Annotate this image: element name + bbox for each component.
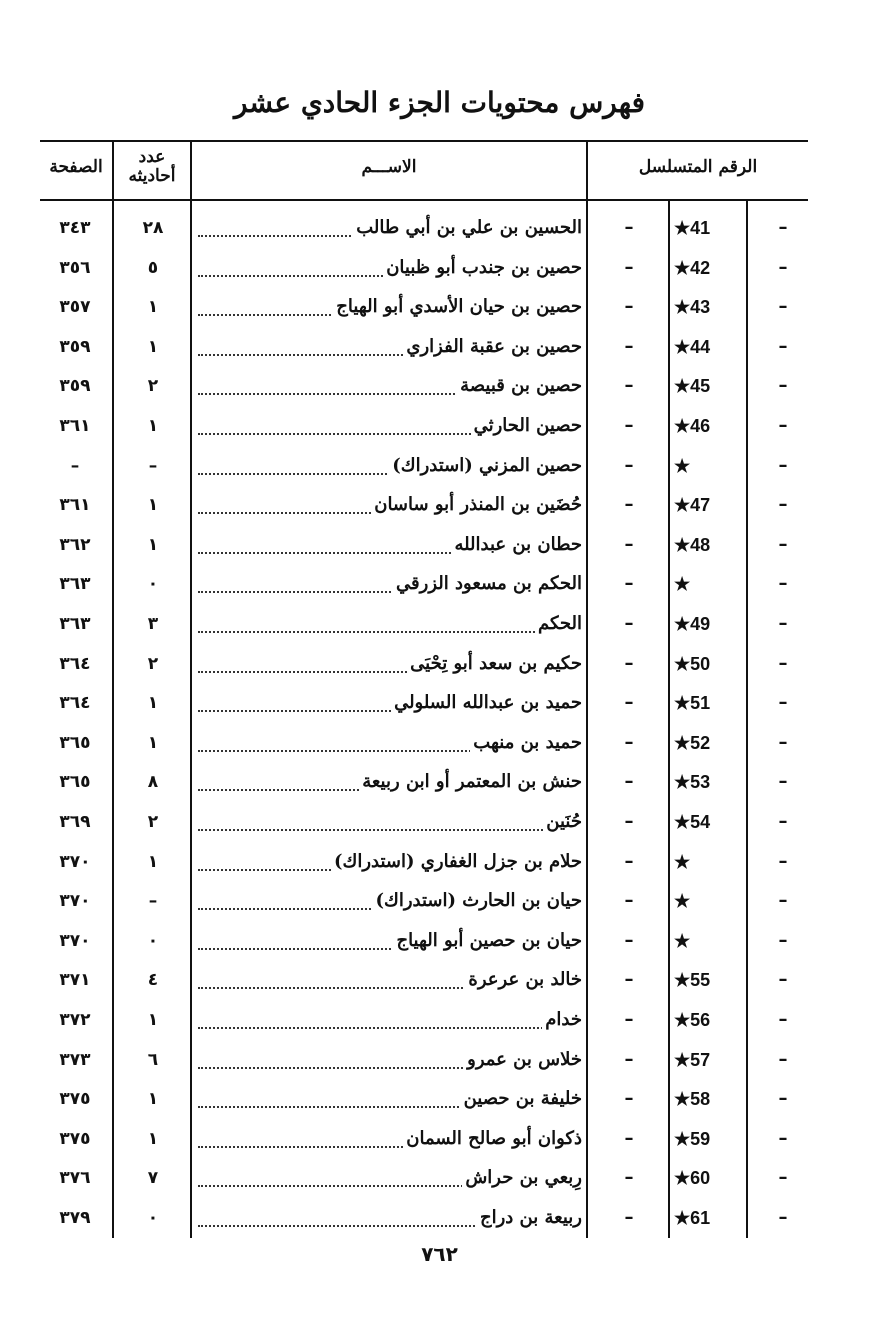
dash-cell: – xyxy=(624,335,634,357)
table-header-rule xyxy=(40,199,808,201)
serial-number-cell: ★ xyxy=(674,930,691,951)
dash-cell: – xyxy=(778,375,788,397)
header-page: الصفحة xyxy=(49,157,103,177)
serial-number-cell: ★ xyxy=(674,574,691,595)
name-text: حكيم بن سعد أبو تِحْيَى xyxy=(407,653,582,674)
dash-cell: – xyxy=(778,573,788,595)
name-text: خليفة بن حصين xyxy=(461,1088,582,1109)
dash-cell: – xyxy=(624,217,634,238)
dash-cell: – xyxy=(624,613,634,634)
name-cell xyxy=(198,564,582,604)
name-cell xyxy=(198,960,582,1000)
name-text: الحسين بن علي بن أبي طالب xyxy=(353,217,582,238)
name-cell xyxy=(198,327,582,367)
dash-cell: – xyxy=(624,415,634,436)
page-number-cell: ٣٦٤ xyxy=(59,693,91,714)
name-cell xyxy=(198,881,582,921)
name-cell xyxy=(198,446,582,486)
dash-cell: – xyxy=(624,1207,634,1228)
table-row xyxy=(0,881,879,921)
name-cell xyxy=(198,802,582,842)
name-cell xyxy=(198,1040,582,1080)
table-row xyxy=(0,406,879,446)
table-row xyxy=(0,366,879,406)
table-row xyxy=(0,327,879,367)
dash-cell: – xyxy=(778,217,788,238)
table-row xyxy=(0,960,879,1000)
dash-cell: – xyxy=(624,1167,634,1189)
hadith-count-cell: ٠ xyxy=(147,930,159,951)
name-cell xyxy=(198,1079,582,1119)
dash-cell: – xyxy=(778,731,788,753)
serial-number-cell: ★46 xyxy=(674,416,711,436)
dash-cell: – xyxy=(778,771,788,793)
serial-number-cell: ★59 xyxy=(674,1128,711,1149)
page-number-cell: ٣٦٥ xyxy=(59,732,91,753)
dash-cell: – xyxy=(778,256,788,278)
page-number-cell: ٣٥٧ xyxy=(59,297,91,318)
page-number-cell: ٣٥٩ xyxy=(59,336,91,357)
table-row xyxy=(0,1158,879,1198)
dash-cell: – xyxy=(624,573,634,595)
dash-cell: – xyxy=(778,1167,788,1189)
name-cell xyxy=(198,366,582,406)
name-text: حُنَين xyxy=(543,811,582,832)
hadith-count-cell: ٢ xyxy=(147,376,159,397)
dash-cell: – xyxy=(778,454,788,476)
name-text: حميد بن منهب xyxy=(470,732,582,753)
page-number-cell: ٣٧٠ xyxy=(59,851,91,872)
hadith-count-cell: ١ xyxy=(147,1010,159,1030)
serial-number-cell: ★44 xyxy=(674,336,711,357)
dash-cell: – xyxy=(778,1048,788,1070)
table-row xyxy=(0,802,879,842)
hadith-count-cell: ٢ xyxy=(147,653,159,674)
dash-cell: – xyxy=(624,929,634,951)
page-number-cell: ٣٧٢ xyxy=(59,1010,91,1030)
name-cell xyxy=(198,644,582,684)
serial-number-cell: ★50 xyxy=(674,653,711,674)
page-number-cell: ٣٦٣ xyxy=(59,574,91,595)
page-number: ٧٦٢ xyxy=(421,1242,458,1266)
dash-cell: – xyxy=(778,652,788,674)
dash-cell: – xyxy=(624,1009,634,1030)
hadith-count-cell: ١ xyxy=(147,336,159,357)
dash-cell: – xyxy=(778,1127,788,1149)
page-number-cell: ٣٧٠ xyxy=(59,891,91,912)
table-row xyxy=(0,842,879,882)
name-cell xyxy=(198,683,582,723)
name-cell xyxy=(198,248,582,288)
name-text: خلاس بن عمرو xyxy=(464,1049,582,1070)
name-text: حيان بن حصين أبو الهياج xyxy=(393,930,582,951)
hadith-count-cell: ٢٨ xyxy=(142,218,164,238)
dash-cell: – xyxy=(624,692,634,714)
name-text: ربيعة بن دراج xyxy=(477,1207,582,1228)
hadith-count-cell: ٨ xyxy=(147,772,159,793)
dot-leader xyxy=(198,631,582,633)
dash-cell: – xyxy=(624,850,634,872)
page-number-cell: ٣٧٩ xyxy=(59,1208,91,1228)
dash-cell: – xyxy=(778,533,788,555)
dash-cell: – xyxy=(778,811,788,832)
name-text: خدام xyxy=(542,1009,582,1030)
serial-number-cell: ★43 xyxy=(674,297,711,318)
serial-number-cell: ★54 xyxy=(674,812,711,832)
dash-cell: – xyxy=(624,1088,634,1110)
table-row xyxy=(0,564,879,604)
page-number-cell: ٣٦١ xyxy=(59,495,91,516)
hadith-count-cell: ٠ xyxy=(147,574,159,595)
serial-number-cell: ★41 xyxy=(674,218,711,238)
table-row xyxy=(0,921,879,961)
name-text: حصين بن قبيصة xyxy=(457,375,582,396)
name-cell xyxy=(198,287,582,327)
name-text: الحكم بن مسعود الزرقي xyxy=(393,573,582,594)
dash-cell: – xyxy=(778,494,788,516)
hadith-count-cell: ٦ xyxy=(147,1049,159,1070)
dash-cell: – xyxy=(778,613,788,634)
table-row xyxy=(0,683,879,723)
table-row xyxy=(0,208,879,248)
table-row xyxy=(0,446,879,486)
name-text: حُضَين بن المنذر أبو ساسان xyxy=(371,494,582,515)
page-number-cell: ٣٦١ xyxy=(59,416,91,436)
serial-number-cell: ★56 xyxy=(674,1010,711,1030)
page-number-cell: ٣٧٥ xyxy=(59,1128,91,1149)
name-text: حصين بن عقبة الفزاري xyxy=(403,336,582,357)
dash-cell: – xyxy=(778,969,788,991)
serial-number-cell: ★58 xyxy=(674,1089,711,1110)
page-number-cell: ٣٧١ xyxy=(59,970,91,991)
page-number-cell: ٣٦٩ xyxy=(59,812,91,832)
hadith-count-cell: ١ xyxy=(147,1089,159,1110)
page-number-cell: ٣٧٣ xyxy=(59,1049,91,1070)
page-number-cell: ٣٧٦ xyxy=(59,1168,91,1189)
name-cell xyxy=(198,1000,582,1040)
hadith-count-cell: ٠ xyxy=(147,1208,159,1228)
serial-number-cell: ★60 xyxy=(674,1168,711,1189)
dash-cell: – xyxy=(624,296,634,318)
dash-cell: – xyxy=(624,494,634,516)
dash-cell: – xyxy=(624,533,634,555)
table-row xyxy=(0,287,879,327)
hadith-count-cell: ١ xyxy=(147,495,159,516)
dash-cell: – xyxy=(778,1207,788,1228)
table-row xyxy=(0,723,879,763)
name-text: حميد بن عبدالله السلولي xyxy=(391,692,582,713)
dash-cell: – xyxy=(778,850,788,872)
header-count xyxy=(114,148,190,186)
dash-cell: – xyxy=(624,375,634,397)
dash-cell: – xyxy=(778,929,788,951)
hadith-count-cell: ١ xyxy=(147,1128,159,1149)
serial-number-cell: ★ xyxy=(674,455,691,476)
dash-cell: – xyxy=(624,1048,634,1070)
name-text: حيان بن الحارث (استدراك) xyxy=(372,890,582,911)
serial-number-cell: ★55 xyxy=(674,970,711,991)
table-row xyxy=(0,604,879,644)
dash-cell: – xyxy=(624,890,634,912)
hadith-count-cell: ١ xyxy=(147,693,159,714)
dash-cell: – xyxy=(624,454,634,476)
name-cell xyxy=(198,723,582,763)
serial-number-cell: ★ xyxy=(674,851,691,872)
hadith-count-cell: ١ xyxy=(147,416,159,436)
name-cell xyxy=(198,485,582,525)
table-row xyxy=(0,644,879,684)
name-cell xyxy=(198,921,582,961)
name-text: رِبعي بن حراش xyxy=(462,1167,582,1188)
hadith-count-cell: ١ xyxy=(147,732,159,753)
hadith-count-cell: ٧ xyxy=(147,1168,159,1189)
hadith-count-cell: ٥ xyxy=(147,257,159,278)
name-cell xyxy=(198,525,582,565)
hadith-count-cell: ١ xyxy=(147,297,159,318)
name-text: ذكوان أبو صالح السمان xyxy=(403,1128,582,1149)
table-row xyxy=(0,1119,879,1159)
name-text: خالد بن عرعرة xyxy=(465,969,582,990)
hadith-count-cell: – xyxy=(148,891,158,912)
name-cell xyxy=(198,1119,582,1159)
page-number-cell: ٣٤٣ xyxy=(59,218,91,238)
table-row xyxy=(0,1040,879,1080)
table-row xyxy=(0,1079,879,1119)
serial-number-cell: ★52 xyxy=(674,732,711,753)
header-name: الاســـم xyxy=(361,157,417,177)
hadith-count-cell: ٢ xyxy=(147,812,159,832)
dash-cell: – xyxy=(778,1009,788,1030)
page-number-cell: ٣٥٩ xyxy=(59,376,91,397)
name-cell xyxy=(198,762,582,802)
serial-number-cell: ★47 xyxy=(674,495,711,516)
page-number-cell: ٣٦٤ xyxy=(59,653,91,674)
hadith-count-cell: ١ xyxy=(147,851,159,872)
dash-cell: – xyxy=(624,969,634,991)
table-top-rule xyxy=(40,140,808,142)
serial-number-cell: ★42 xyxy=(674,257,711,278)
dot-leader xyxy=(198,829,582,831)
name-cell xyxy=(198,1198,582,1238)
name-text: حنش بن المعتمر أو ابن ربيعة xyxy=(359,771,582,792)
page-number-cell: ٣٦٣ xyxy=(59,614,91,634)
dash-cell: – xyxy=(624,771,634,793)
hadith-count-cell: ٣ xyxy=(147,614,159,634)
serial-number-cell: ★48 xyxy=(674,534,711,555)
dash-cell: – xyxy=(624,1127,634,1149)
hadith-count-cell: ٤ xyxy=(147,970,159,991)
dot-leader xyxy=(198,1027,582,1029)
name-text: حلام بن جزل الغفاري (استدراك) xyxy=(331,851,582,872)
hadith-count-cell: ١ xyxy=(147,534,159,555)
dash-cell: – xyxy=(778,415,788,436)
dash-cell: – xyxy=(624,652,634,674)
name-cell xyxy=(198,1158,582,1198)
page-number-cell: ٣٧٠ xyxy=(59,930,91,951)
name-cell xyxy=(198,604,582,644)
serial-number-cell: ★45 xyxy=(674,376,711,397)
serial-number-cell: ★ xyxy=(674,891,691,912)
dash-cell: – xyxy=(624,256,634,278)
dash-cell: – xyxy=(778,692,788,714)
dash-cell: – xyxy=(624,731,634,753)
serial-number-cell: ★51 xyxy=(674,693,711,714)
header-count-line1: عدد xyxy=(138,147,166,167)
table-row xyxy=(0,485,879,525)
page-number-cell: ٣٥٦ xyxy=(59,257,91,278)
dash-cell: – xyxy=(778,890,788,912)
serial-number-cell: ★61 xyxy=(674,1208,711,1228)
dash-cell: – xyxy=(778,1088,788,1110)
page-number-cell: – xyxy=(70,455,80,476)
table-row xyxy=(0,1000,879,1040)
name-cell xyxy=(198,406,582,446)
name-cell xyxy=(198,842,582,882)
table-row xyxy=(0,248,879,288)
page-title: فهرس محتويات الجزء الحادي عشر xyxy=(233,86,646,119)
header-serial: الرقم المتسلسل xyxy=(638,157,758,177)
page-number-cell: ٣٦٥ xyxy=(59,772,91,793)
table-row xyxy=(0,525,879,565)
table-row xyxy=(0,762,879,802)
serial-number-cell: ★49 xyxy=(674,614,711,634)
dash-cell: – xyxy=(778,296,788,318)
page-number-cell: ٣٧٥ xyxy=(59,1089,91,1110)
dash-cell: – xyxy=(624,811,634,832)
name-text: الحكم xyxy=(535,613,582,634)
serial-number-cell: ★57 xyxy=(674,1049,711,1070)
header-count-line2: أحاديثه xyxy=(128,166,176,186)
name-text: حصين المزني (استدراك) xyxy=(389,455,582,476)
table-row xyxy=(0,1198,879,1238)
serial-number-cell: ★53 xyxy=(674,772,711,793)
name-text: حصين بن جندب أبو ظبيان xyxy=(383,257,582,278)
dash-cell: – xyxy=(778,335,788,357)
hadith-count-cell: – xyxy=(148,455,158,476)
name-text: حطان بن عبدالله xyxy=(451,534,582,555)
page-number-cell: ٣٦٢ xyxy=(59,534,91,555)
name-cell xyxy=(198,208,582,248)
name-text: حصين الحارثي xyxy=(471,415,582,436)
name-text: حصين بن حيان الأسدي أبو الهياج xyxy=(333,296,582,317)
